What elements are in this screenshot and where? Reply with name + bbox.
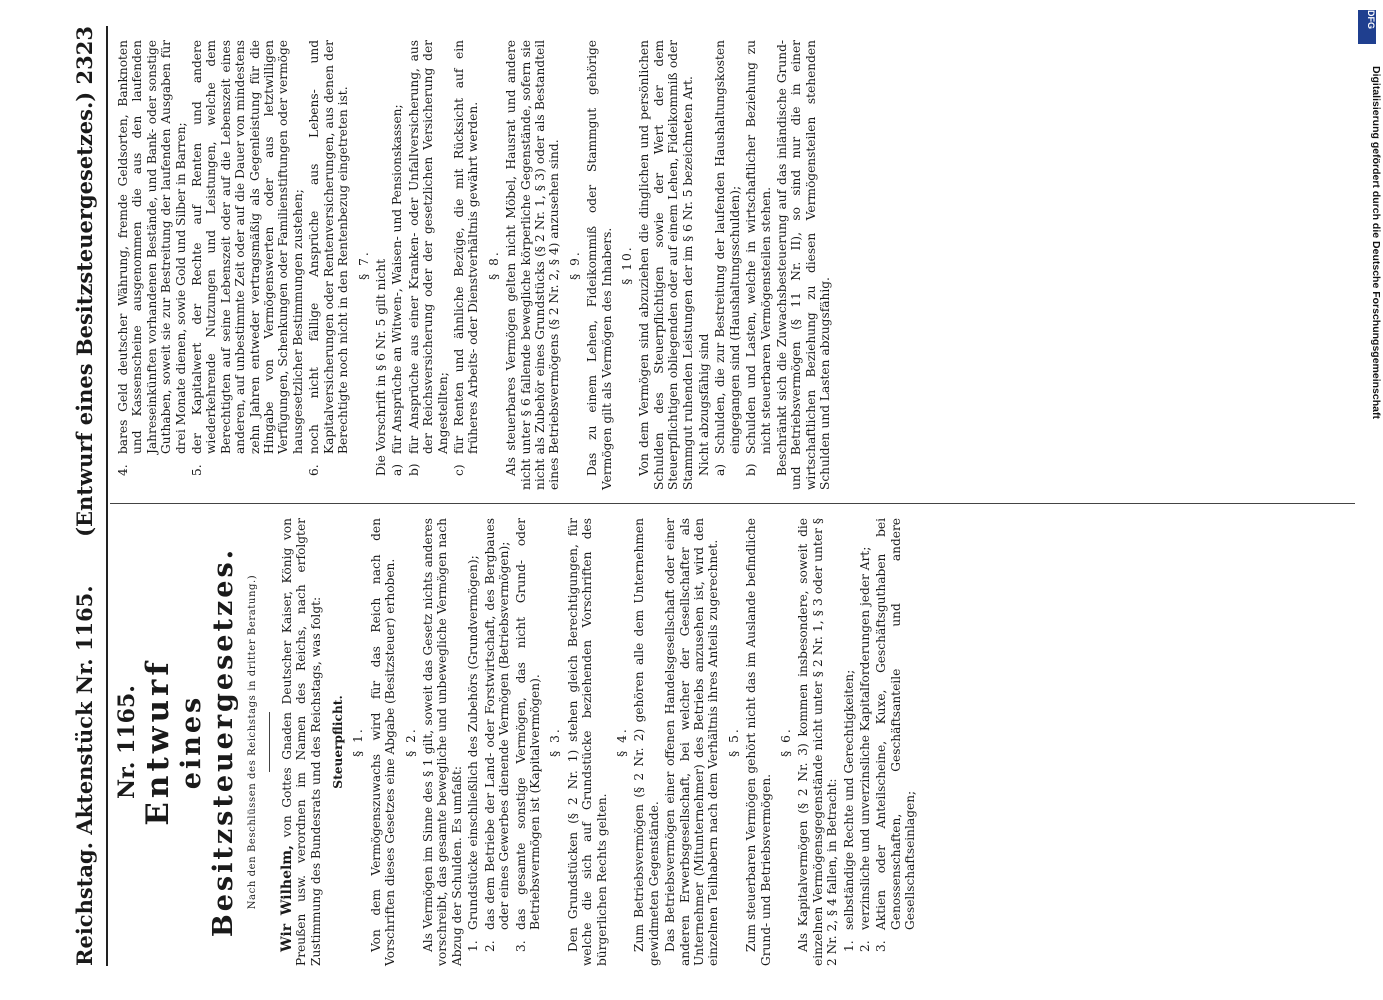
dfg-logo-text: DFG (1366, 10, 1376, 29)
list-item (483, 518, 512, 966)
item-number: a) (713, 463, 728, 476)
paragraph-10-text-1: Von dem Vermögen sind abzuziehen die dinglichen und persönlichen Schulden des Steuerpflichtigen sowie der Wert der dem Steuerpflichtigen obliegenden oder auf einem Lehen, Fideikommiß oder Stammgut ruhenden Leistungen der im § 6 Nr. 5 bezeichneten Art. (637, 40, 695, 490)
paragraph-9-heading: § 9. (567, 250, 582, 280)
list-item (116, 40, 188, 490)
title-rule (269, 712, 270, 772)
paragraph-10-text-2: Nicht abzugsfähig sind (697, 333, 712, 476)
paragraph-7-text: Die Vorschrift in § 6 Nr. 5 gilt nicht (373, 259, 388, 476)
list-item (390, 40, 404, 490)
header-rule (106, 26, 108, 966)
item-number: 3. (513, 940, 528, 952)
item-text: Schulden, die zur Bestreitung der laufenden Haushaltungskosten eingegangen sind (Haushaltungsschulden); (713, 40, 742, 454)
paragraph-5-heading: § 5. (726, 727, 741, 757)
paragraph-4-text-1: Zum Betriebsvermögen (§ 2 Nr. 2) gehören alle dem Unternehmen gewidmeten Gegenstände. (632, 518, 661, 966)
reading-note: Nach den Beschlüssen des Reichstags in dritter Beratung.) (247, 574, 259, 910)
item-number: 2. (482, 940, 497, 952)
paragraph-4-text-2: Das Betriebsvermögen einer offenen Handelsgesellschaft oder einer anderen Erwerbsgesellschaft, bei welcher der Gesellschafter als Unternehmer (Mitunternehmer) des Betriebs anzusehen ist, wird den einzelnen Teilhabern nach dem Verhältnis ihres Anteils zugerechnet. (663, 518, 721, 966)
item-number: c) (451, 464, 466, 476)
list-item (858, 518, 872, 966)
title-line-2: eines Besitzsteuergesetzes. (176, 546, 240, 938)
item-text: Aktien oder Anteilscheine, Kuxe, Geschäftsguthaben bei Genossenschaften, Geschäftsanteile und andere Gesellschaftseinlagen; (874, 518, 918, 930)
document-number: Nr. 1165. (114, 685, 140, 799)
item-text: das dem Betriebe der Land- oder Forstwirtschaft, des Bergbaues oder eines Gewerbes dienende Vermögen (Betriebsvermögen); (482, 518, 512, 930)
item-number: 6. (307, 464, 322, 476)
item-text: selbständige Rechte und Gerechtigkeiten; (841, 669, 856, 930)
paragraph-3-heading: § 3. (548, 727, 563, 757)
item-number: b) (744, 463, 759, 476)
item-text: Grundstücke einschließlich des Zubehörs (Grundvermögen); (466, 555, 481, 930)
item-number: 3. (874, 940, 889, 952)
paragraph-6-heading: § 6. (779, 727, 793, 757)
title-line-1: Entwurf (140, 658, 177, 826)
item-number: 2. (858, 940, 873, 952)
header-left: Reichstag. Aktenstück Nr. 1165. (72, 585, 97, 966)
paragraph-1-text: Von dem Vermögenszuwachs wird für das Reich nach den Vorschriften dieses Gesetzes eine Abgabe (Besitzsteuer) erhoben. (368, 518, 398, 966)
list-item (452, 40, 481, 490)
section-heading-steuerpflicht: Steuerpflicht. (331, 695, 346, 789)
credit-text: Digitalisierung gefördert durch die Deutsche Forschungsgemeinschaft (1370, 66, 1382, 419)
item-text: für Renten und ähnliche Bezüge, die mit Rücksicht auf ein früheres Arbeits- oder Dienstverhältnis gewährt werden. (451, 40, 481, 454)
paragraph-8-heading: § 8. (486, 250, 501, 280)
paragraph-5-text: Zum steuerbaren Vermögen gehört nicht das im Auslande befindliche Grund- und Betriebsvermögen. (744, 518, 773, 966)
list-item (190, 40, 305, 490)
item-number: 5. (190, 464, 205, 476)
paragraph-8-text: Als steuerbares Vermögen gelten nicht Möbel, Hausrat und andere nicht unter § 6 fallende bewegliche körperliche Gegenstände, sofern sie nicht als Zubehör eines Grundstücks (§ 2 Nr. 1, § 3) oder als Bestandteil eines Betriebsvermögens (§ 2 Nr. 2, § 4) anzusehen sind. (504, 40, 562, 490)
item-text: bares Geld deutscher Währung, fremde Geldsorten, Banknoten und Kassenscheine ausgenommen die aus den laufenden Jahreseinkünften vorhandenen Bestände, und Bank- oder sonstige Guthaben, soweit sie zur Bestreitung der laufenden Ausgaben für drei Monate dienen, sowie Gold und Silber in Barren; (116, 40, 188, 454)
header-right: (Entwurf eines Besitzsteuergesetzes.) 2323 (72, 26, 97, 537)
column-divider (110, 503, 1355, 504)
list-item (307, 40, 350, 490)
item-text: für Ansprüche aus einer Kranken- oder Unfallversicherung, aus der Reichsversicherung oder der gesetzlichen Versicherung der Angestellten; (406, 40, 450, 454)
paragraph-3-text: Den Grundstücken (§ 2 Nr. 1) stehen gleich Berechtigungen, für welche die sich auf Grundstücke beziehenden Vorschriften des bürgerlichen Rechts gelten. (565, 518, 609, 966)
preamble-text: von Gottes Gnaden Deutscher Kaiser, König von Preußen usw. verordnen im Namen des Reichs, nach erfolgter Zustimmung des Bundesrats und des Reichstags, was folgt: (279, 518, 323, 966)
page-header (72, 26, 102, 966)
list-item (514, 518, 543, 966)
right-column (116, 40, 835, 490)
paragraph-7-heading: § 7. (356, 250, 371, 280)
item-number: b) (406, 463, 421, 476)
paragraph-10-heading: § 10. (620, 245, 634, 285)
item-text: verzinsliche und unverzinsliche Kapitalforderungen jeder Art; (858, 546, 873, 930)
item-text: für Ansprüche an Witwen-, Waisen- und Pensionskassen; (390, 104, 405, 454)
item-number: 1. (466, 940, 481, 952)
list-item (842, 518, 856, 966)
item-text: Schulden und Lasten, welche in wirtschaftlicher Beziehung zu nicht steuerbaren Vermögensteilen stehen. (744, 40, 773, 454)
item-number: 4. (116, 464, 130, 476)
list-item (407, 40, 450, 490)
preamble-name: Wir Wilhelm, (278, 845, 295, 952)
list-item (874, 518, 917, 966)
paragraph-6-text: Als Kapitalvermögen (§ 2 Nr. 3) kommen insbesondere, soweit die einzelnen Vermögensgegenstände nicht unter § 2 Nr. 1, § 3 oder unter § 2 Nr. 2, § 4 fallen, in Betracht: (796, 518, 840, 966)
paragraph-4-heading: § 4. (614, 727, 629, 757)
paragraph-1-heading: § 1. (351, 727, 366, 757)
list-item (744, 40, 773, 490)
item-number: a) (390, 463, 405, 476)
paragraph-10-text-3: Beschränkt sich die Zuwachsbesteuerung auf das inländische Grund- und Betriebsvermögen (§ 11 Nr. II), so sind nur die in einer wirtschaftlichen Beziehung zu diesen Vermögensteilen stehenden Schulden und Lasten abzugsfähig. (775, 40, 833, 490)
list-item (713, 40, 742, 490)
left-column (116, 518, 920, 966)
paragraph-9-text: Das zu einem Lehen, Fideikommiß oder Stammgut gehörige Vermögen gilt als Vermögen des Inhabers. (585, 40, 614, 490)
paragraph-2-heading: § 2. (403, 727, 418, 757)
digitization-credit (1352, 10, 1382, 995)
list-item (466, 518, 480, 966)
item-number: 1. (841, 940, 856, 952)
paragraph-2-text: Als Vermögen im Sinne des § 1 gilt, soweit das Gesetz nichts anderes vorschreibt, das gesamte bewegliche und unbewegliche Vermögen nach Abzug der Schulden. Es umfaßt: (421, 518, 464, 966)
preamble (280, 518, 323, 966)
item-text: der Kapitalwert der Rechte auf Renten und andere wiederkehrende Nutzungen und Leistungen, welche dem Berechtigten auf seine Lebenszeit oder auf die Lebenszeit eines anderen, auf unbestimmte Zeit oder auf die Dauer von mindestens zehn Jahren entweder vertragsmäßig als Gegenleistung für die Hingabe von Vermögenswerten oder aus letztwilligen Verfügungen, Schenkungen oder Familienstiftungen oder vermöge hausgesetzlicher Bestimmungen zustehen; (190, 40, 305, 454)
rotated-page (72, 26, 1362, 966)
item-text: noch nicht fällige Ansprüche aus Lebens- und Kapitalversicherungen oder Rentenversicherungen, aus denen der Berechtigte noch nicht in den Rentenbezug eingetreten ist. (307, 40, 351, 454)
item-text: das gesamte sonstige Vermögen, das nicht Grund- oder Betriebsvermögen ist (Kapitalvermögen). (513, 518, 542, 930)
